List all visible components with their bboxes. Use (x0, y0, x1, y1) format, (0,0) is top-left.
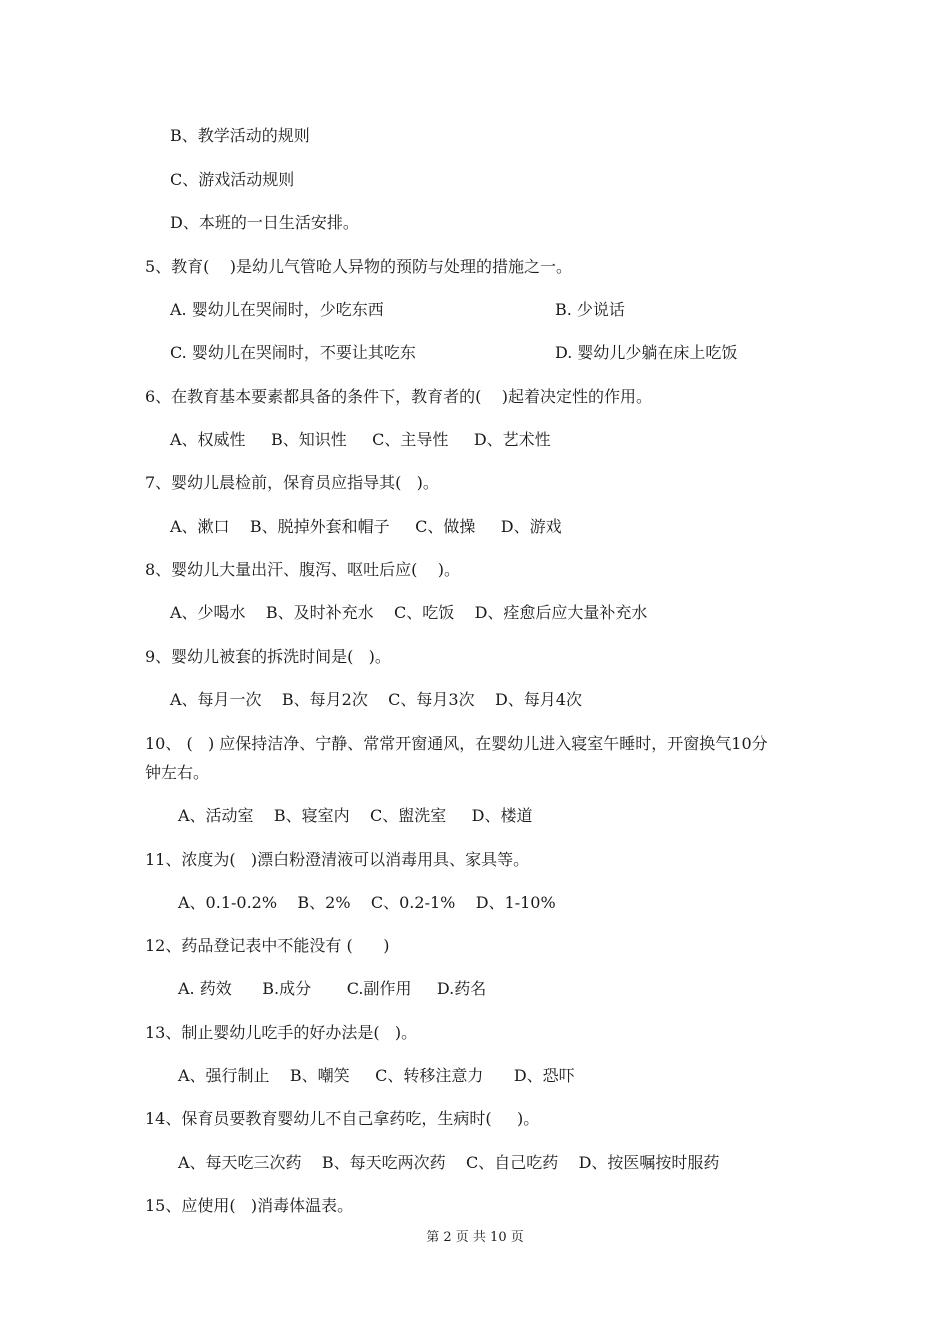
option-b-line: B、教学活动的规则 (170, 126, 310, 145)
question-5-option-d: D. 婴幼儿少躺在床上吃饭 (555, 343, 738, 362)
question-7: 7、婴幼儿晨检前，保育员应指导其( )。 (145, 473, 439, 492)
question-10: 10、 ( ) 应保持洁净、宁静、常常开窗通风，在婴幼儿进入寝室午睡时，开窗换气10分 (145, 734, 768, 753)
question-10-options: A、活动室 B、寝室内 C、盥洗室 D、楼道 (178, 806, 533, 825)
question-13: 13、制止婴幼儿吃手的好办法是( )。 (145, 1023, 418, 1042)
question-14: 14、保育员要教育婴幼儿不自己拿药吃，生病时( )。 (145, 1109, 540, 1128)
question-15: 15、应使用( )消毒体温表。 (145, 1196, 354, 1215)
question-6: 6、在教育基本要素都具备的条件下，教育者的( )起着决定性的作用。 (145, 387, 653, 406)
question-14-options: A、每天吃三次药 B、每天吃两次药 C、自己吃药 D、按医嘱按时服药 (178, 1153, 720, 1172)
question-6-options: A、权威性 B、知识性 C、主导性 D、艺术性 (170, 430, 551, 449)
question-5: 5、教育( )是幼儿气管呛人异物的预防与处理的措施之一。 (145, 257, 573, 276)
question-9-options: A、每月一次 B、每月2次 C、每月3次 D、每月4次 (170, 690, 582, 709)
question-9: 9、婴幼儿被套的拆洗时间是( )。 (145, 647, 391, 666)
question-5-option-b: B. 少说话 (555, 300, 625, 319)
question-5-option-c: C. 婴幼儿在哭闹时，不要让其吃东 (170, 343, 416, 362)
question-5-option-a: A. 婴幼儿在哭闹时，少吃东西 (170, 300, 384, 319)
question-12: 12、药品登记表中不能没有 ( ) (145, 936, 390, 955)
option-c-line: C、游戏活动规则 (170, 170, 295, 189)
question-10-continued: 钟左右。 (145, 763, 210, 782)
page-footer: 第 2 页 共 10 页 (426, 1230, 524, 1245)
question-8: 8、婴幼儿大量出汗、腹泻、呕吐后应( )。 (145, 560, 461, 579)
question-11: 11、浓度为( )漂白粉澄清液可以消毒用具、家具等。 (145, 850, 530, 869)
question-13-options: A、强行制止 B、嘲笑 C、转移注意力 D、恐吓 (178, 1066, 575, 1085)
question-8-options: A、少喝水 B、及时补充水 C、吃饭 D、痊愈后应大量补充水 (170, 603, 648, 622)
question-11-options: A、0.1-0.2% B、2% C、0.2-1% D、1-10% (178, 893, 556, 912)
question-7-options: A、漱口 B、脱掉外套和帽子 C、做操 D、游戏 (170, 517, 562, 536)
option-d-line: D、本班的一日生活安排。 (170, 213, 359, 232)
question-12-options: A. 药效 B.成分 C.副作用 D.药名 (178, 979, 487, 998)
